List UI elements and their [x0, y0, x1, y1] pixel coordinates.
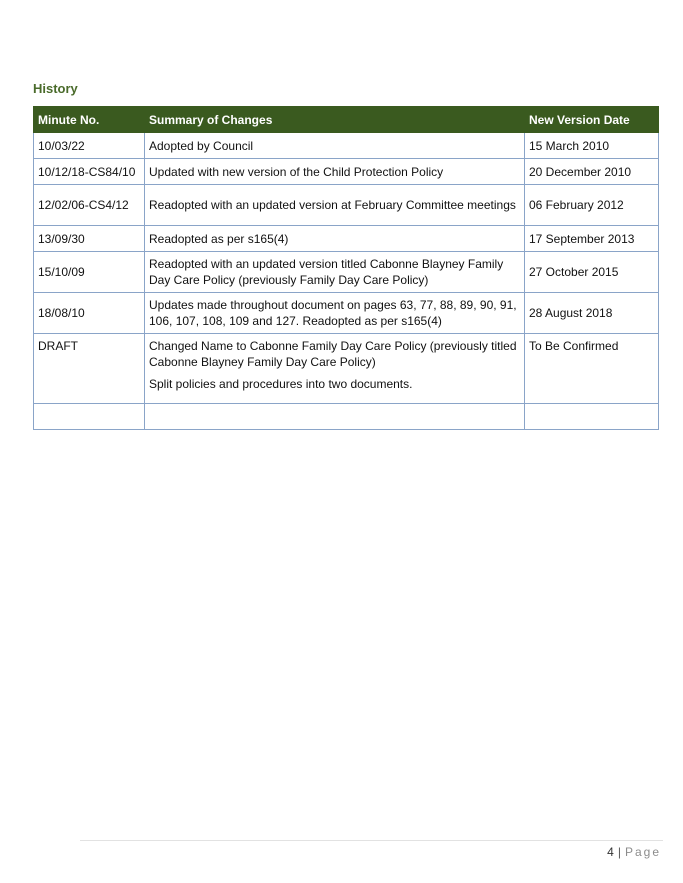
summary-paragraph: Changed Name to Cabonne Family Day Care Policy (previously titled Cabonne Blayney Family Day Care Policy) [149, 339, 517, 369]
cell-minute-no: 15/10/09 [34, 252, 145, 293]
summary-paragraph: Split policies and procedures into two documents. [149, 377, 413, 391]
table-row [34, 293, 659, 334]
cell-minute-no: 10/12/18-CS84/10 [34, 159, 145, 185]
header-minute-no: Minute No. [34, 107, 145, 133]
cell-summary: Readopted with an updated version at February Committee meetings [145, 185, 525, 226]
table-row [34, 404, 659, 430]
header-new-version-date: New Version Date [525, 107, 659, 133]
cell-version-date: 06 February 2012 [525, 185, 659, 226]
table-row [34, 226, 659, 252]
cell-summary [145, 404, 525, 430]
cell-minute-no: 12/02/06-CS4/12 [34, 185, 145, 226]
page-number: 4 [607, 845, 614, 859]
cell-version-date: 27 October 2015 [525, 252, 659, 293]
cell-summary: Adopted by Council [145, 133, 525, 159]
table-row [34, 334, 659, 404]
cell-version-date: 28 August 2018 [525, 293, 659, 334]
header-summary-of-changes: Summary of Changes [145, 107, 525, 133]
cell-minute-no: 10/03/22 [34, 133, 145, 159]
cell-summary: Updated with new version of the Child Protection Policy [145, 159, 525, 185]
cell-summary: Updates made throughout document on pages 63, 77, 88, 89, 90, 91, 106, 107, 108, 109 and 127. Readopted as per s165(4) [145, 293, 525, 334]
cell-version-date: To Be Confirmed [525, 334, 659, 404]
table-header-row [34, 107, 659, 133]
table-row [34, 185, 659, 226]
cell-minute-no: DRAFT [34, 334, 145, 404]
section-title: History [33, 81, 78, 96]
history-table [33, 106, 659, 430]
table-row [34, 159, 659, 185]
cell-minute-no: 18/08/10 [34, 293, 145, 334]
table-row [34, 133, 659, 159]
cell-version-date: 17 September 2013 [525, 226, 659, 252]
footer-divider [80, 840, 663, 841]
table-row [34, 252, 659, 293]
cell-summary: Readopted as per s165(4) [145, 226, 525, 252]
cell-minute-no: 13/09/30 [34, 226, 145, 252]
cell-summary [145, 334, 525, 404]
page-footer [607, 845, 661, 859]
cell-version-date: 20 December 2010 [525, 159, 659, 185]
cell-version-date: 15 March 2010 [525, 133, 659, 159]
cell-version-date [525, 404, 659, 430]
page-label: Page [624, 845, 661, 859]
page-separator: | [617, 845, 621, 859]
cell-minute-no [34, 404, 145, 430]
cell-summary: Readopted with an updated version titled Cabonne Blayney Family Day Care Policy (previously Family Day Care Policy) [145, 252, 525, 293]
